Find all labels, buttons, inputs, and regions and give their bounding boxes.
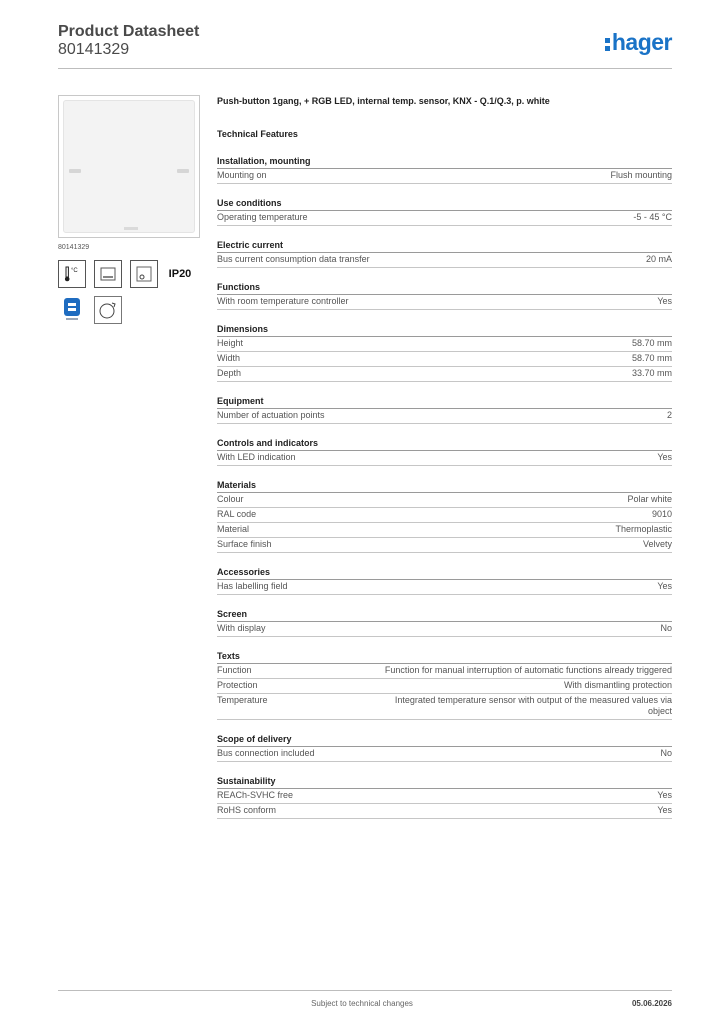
rocker-mark-left xyxy=(69,169,81,173)
feature-section xyxy=(217,776,672,819)
mounting-box-icon xyxy=(130,260,158,288)
feature-value: No xyxy=(660,623,672,633)
feature-value: Yes xyxy=(657,581,672,591)
page-header xyxy=(58,22,672,68)
feature-row xyxy=(217,538,672,553)
feature-value: Yes xyxy=(657,790,672,800)
feature-label: Depth xyxy=(217,368,242,378)
feature-row xyxy=(217,169,672,184)
feature-label: Has labelling field xyxy=(217,581,288,591)
feature-icons-row-1 xyxy=(58,260,201,288)
feature-section xyxy=(217,480,672,553)
feature-label: Mounting on xyxy=(217,170,267,180)
section-title: Screen xyxy=(217,609,672,622)
feature-row xyxy=(217,409,672,424)
section-title: Scope of delivery xyxy=(217,734,672,747)
section-title: Sustainability xyxy=(217,776,672,789)
temperature-icon xyxy=(58,260,86,288)
logo-dots-icon xyxy=(605,33,610,51)
knx-logo-icon xyxy=(58,296,86,324)
feature-label: Width xyxy=(217,353,241,363)
feature-section xyxy=(217,156,672,184)
section-title: Use conditions xyxy=(217,198,672,211)
feature-label: Bus current consumption data transfer xyxy=(217,254,370,264)
feature-value: Thermoplastic xyxy=(615,524,672,534)
feature-value: Function for manual interruption of automatic functions already triggered xyxy=(384,665,672,675)
feature-row xyxy=(217,679,672,694)
feature-row xyxy=(217,367,672,382)
feature-row xyxy=(217,664,672,679)
feature-value: No xyxy=(660,748,672,758)
feature-row xyxy=(217,747,672,762)
feature-label: Material xyxy=(217,524,250,534)
feature-value: -5 - 45 °C xyxy=(633,212,672,222)
feature-row xyxy=(217,295,672,310)
feature-value: 33.70 mm xyxy=(631,368,672,378)
feature-sections xyxy=(217,156,672,819)
feature-section xyxy=(217,324,672,382)
feature-section xyxy=(217,282,672,310)
feature-row xyxy=(217,352,672,367)
feature-label: REACh-SVHC free xyxy=(217,790,294,800)
feature-label: Number of actuation points xyxy=(217,410,325,420)
feature-section xyxy=(217,240,672,268)
product-visual-column xyxy=(58,95,201,324)
feature-value: Velvety xyxy=(642,539,672,549)
section-title: Materials xyxy=(217,480,672,493)
feature-section xyxy=(217,567,672,595)
feature-label: Protection xyxy=(217,680,258,690)
feature-value: 20 mA xyxy=(645,254,672,264)
feature-value: 58.70 mm xyxy=(631,353,672,363)
section-title: Texts xyxy=(217,651,672,664)
push-button-illustration xyxy=(63,100,195,233)
feature-section xyxy=(217,609,672,637)
product-image xyxy=(58,95,200,238)
feature-label: With display xyxy=(217,623,266,633)
feature-row xyxy=(217,493,672,508)
feature-row xyxy=(217,337,672,352)
feature-label: Surface finish xyxy=(217,539,272,549)
display-icon xyxy=(94,260,122,288)
feature-label: With room temperature controller xyxy=(217,296,349,306)
rocker-mark-right xyxy=(177,169,189,173)
led-mark xyxy=(124,227,138,230)
feature-value: 9010 xyxy=(651,509,672,519)
feature-label: Operating temperature xyxy=(217,212,308,222)
feature-row xyxy=(217,804,672,819)
feature-row xyxy=(217,508,672,523)
feature-row xyxy=(217,253,672,268)
feature-label: Colour xyxy=(217,494,244,504)
feature-section xyxy=(217,396,672,424)
feature-value: Yes xyxy=(657,296,672,306)
feature-row xyxy=(217,789,672,804)
section-title: Dimensions xyxy=(217,324,672,337)
feature-icons-row-2 xyxy=(58,296,201,324)
feature-row xyxy=(217,580,672,595)
feature-section xyxy=(217,734,672,762)
footer-note: Subject to technical changes xyxy=(311,999,413,1008)
feature-label: Height xyxy=(217,338,244,348)
feature-section xyxy=(217,198,672,226)
feature-value: Integrated temperature sensor with output of the measured values via object xyxy=(394,695,672,716)
hager-logo xyxy=(605,29,672,56)
ip20-badge: IP20 xyxy=(166,260,194,288)
section-title: Installation, mounting xyxy=(217,156,672,169)
technical-data-column xyxy=(217,96,672,819)
feature-row xyxy=(217,211,672,226)
feature-row xyxy=(217,523,672,538)
feature-label: Function xyxy=(217,665,252,675)
feature-label: Bus connection included xyxy=(217,748,315,758)
circle-arrow-icon xyxy=(94,296,122,324)
image-caption: 80141329 xyxy=(58,244,90,251)
feature-value: Polar white xyxy=(627,494,672,504)
technical-features-heading: Technical Features xyxy=(217,129,298,139)
feature-label: Temperature xyxy=(217,695,268,705)
feature-label: RoHS conform xyxy=(217,805,277,815)
feature-value: 2 xyxy=(666,410,672,420)
footer-divider xyxy=(58,990,672,991)
feature-section xyxy=(217,438,672,466)
feature-value: Yes xyxy=(657,452,672,462)
feature-value: Yes xyxy=(657,805,672,815)
product-number: 80141329 xyxy=(58,41,130,58)
section-title: Accessories xyxy=(217,567,672,580)
feature-value: 58.70 mm xyxy=(631,338,672,348)
header-divider xyxy=(58,68,672,69)
section-title: Equipment xyxy=(217,396,672,409)
document-title: Product Datasheet xyxy=(58,23,200,40)
feature-section xyxy=(217,651,672,720)
feature-row xyxy=(217,694,672,720)
section-title: Functions xyxy=(217,282,672,295)
feature-label: With LED indication xyxy=(217,452,296,462)
feature-value: With dismantling protection xyxy=(563,680,672,690)
feature-value: Flush mounting xyxy=(610,170,672,180)
logo-text: hager xyxy=(611,29,672,55)
footer-date: 05.06.2026 xyxy=(631,999,672,1008)
svg-text:°C: °C xyxy=(71,268,78,274)
product-name: Push-button 1gang, + RGB LED, internal temp. sensor, KNX - Q.1/Q.3, p. white xyxy=(217,96,550,106)
section-title: Controls and indicators xyxy=(217,438,672,451)
section-title: Electric current xyxy=(217,240,672,253)
feature-row xyxy=(217,622,672,637)
feature-label: RAL code xyxy=(217,509,257,519)
feature-row xyxy=(217,451,672,466)
